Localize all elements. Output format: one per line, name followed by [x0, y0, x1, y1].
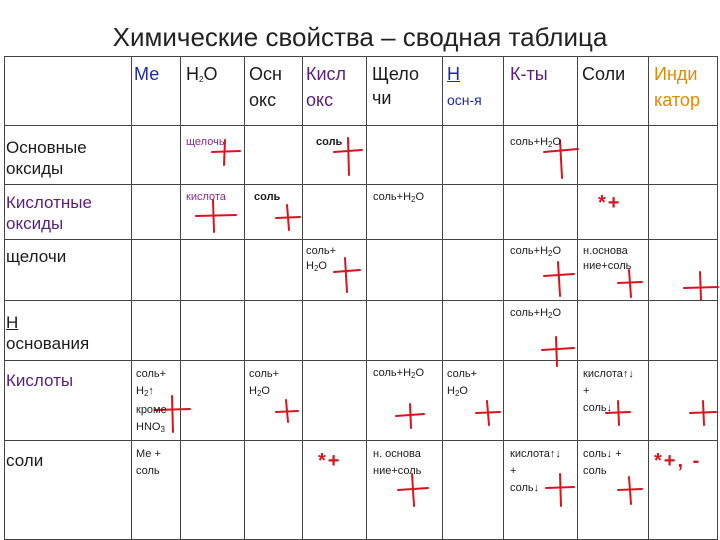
row-label-line: оксиды — [6, 214, 64, 233]
up-down-arrow-icon: ↑↓ — [622, 368, 634, 380]
cell-sub: 2 — [143, 389, 149, 398]
cell-text: Н — [136, 385, 144, 397]
cell-sub: 2 — [411, 195, 416, 204]
row-label-acid-oxides — [6, 192, 92, 234]
cell-text: соль+Н — [373, 191, 412, 203]
cell-sub: 2 — [411, 371, 416, 380]
cell-sub: 2 — [454, 389, 460, 398]
row-label-line: Основные — [6, 138, 87, 157]
row-label-line: оксиды — [6, 159, 64, 178]
red-cross-mark — [618, 477, 642, 504]
header-kisl-line2: окс — [306, 90, 334, 110]
cell-line: + — [583, 385, 590, 397]
cell-text: Н — [306, 260, 314, 272]
header-shchelochi-line1: Щело — [372, 64, 420, 84]
cell-line: ние+соль — [373, 465, 422, 477]
header-kisloty: К-ты — [510, 64, 548, 84]
cell-sub: 2 — [313, 264, 319, 273]
red-cross-mark — [476, 401, 500, 425]
cell-result: соль — [254, 191, 281, 203]
red-cross-mark — [544, 262, 574, 296]
cell-line: соль+ — [136, 368, 167, 380]
cell-text: соль — [583, 448, 607, 460]
header-me: Ме — [134, 64, 160, 84]
cell-result: кислота — [186, 191, 226, 203]
cell-text: кислота — [583, 368, 623, 380]
down-arrow-icon: ↓ — [533, 482, 540, 494]
header-h2o — [186, 62, 217, 92]
header-soli: Соли — [582, 64, 626, 84]
cell-result — [583, 244, 631, 274]
cell-text: соль+Н — [510, 245, 549, 257]
cell-line: + — [510, 465, 517, 477]
cell-sub: 2 — [548, 140, 553, 149]
cell-line: соль+ — [249, 368, 280, 380]
cell-sub: 2 — [548, 311, 553, 320]
cell-text: кислота — [510, 448, 550, 460]
row-label-basic-oxides — [6, 137, 87, 179]
cell-line: Ме + — [136, 448, 161, 460]
header-n-osn-line2: осн-я — [447, 92, 482, 108]
header-osn-line1: Осн — [249, 64, 282, 84]
cell-line: кроме — [136, 404, 167, 416]
down-arrow-icon: ↓ — [606, 448, 613, 460]
cell-result — [373, 446, 421, 480]
down-arrow-icon: ↓ — [606, 402, 613, 414]
row-label-line: Кислотные — [6, 193, 92, 212]
cell-result: соль+ $Н_2О$ — [249, 368, 280, 398]
header-indicator-line2: катор — [654, 90, 700, 110]
header-h2o-o: О — [203, 64, 218, 84]
up-down-arrow-icon: ↑↓ — [549, 448, 561, 460]
row-label-insoluble-bases — [6, 312, 89, 354]
indicator-mark: *+, - — [654, 450, 702, 472]
red-cross-mark — [684, 272, 718, 300]
cell-text: + — [615, 448, 622, 460]
row-label-salts: соли — [6, 451, 44, 470]
cell-result: соль — [316, 136, 343, 148]
cell-text: соль+Н — [510, 307, 549, 319]
cell-result: $соль+Н_2О$ — [510, 136, 562, 149]
cell-text: HNO — [136, 421, 161, 433]
cell-sub: 2 — [256, 389, 262, 398]
cell-line: соль+ — [447, 368, 478, 380]
cell-text: соль — [583, 402, 607, 414]
cell-result: $соль+Н_2О$ — [373, 191, 425, 204]
header-n-osn-line1: Н — [447, 64, 460, 84]
cell-result: щелочь — [186, 136, 225, 148]
cell-text: Н — [447, 385, 455, 397]
red-cross-mark — [276, 400, 298, 422]
header-shchelochi-line2: чи — [372, 88, 392, 108]
page-title: Химические свойства – сводная таблица — [112, 22, 608, 52]
cell-result — [583, 366, 634, 417]
cell-text: Н — [249, 385, 257, 397]
cell-line: ние+соль — [583, 260, 632, 272]
cell-sub: 2 — [548, 249, 553, 258]
cell-line: соль — [583, 465, 607, 477]
header-h2o-h: Н — [186, 64, 199, 84]
row-label-acids: Кислоты — [6, 371, 74, 390]
cell-result — [510, 446, 561, 497]
row-label-alkalis: щелочи — [6, 247, 67, 266]
row-label-line: Н — [6, 313, 19, 332]
row-label-line: основания — [6, 334, 90, 353]
red-cross-mark — [396, 404, 424, 428]
red-cross-mark — [276, 205, 300, 230]
cell-result: $соль+Н_2О$ — [373, 367, 425, 380]
red-cross-mark — [542, 337, 574, 366]
header-osn-line2: окс — [249, 90, 277, 110]
cell-result: соль+ $Н_2О$ — [306, 245, 337, 273]
red-cross-mark — [618, 270, 642, 297]
red-cross-mark — [690, 401, 716, 425]
red-cross-mark — [334, 258, 360, 292]
star-plus-mark: *+ — [318, 450, 342, 472]
header-kisl-line1: Кисл — [306, 64, 347, 84]
cell-line: соль+ — [306, 245, 337, 257]
cell-result: $соль+Н_2О$ — [510, 245, 562, 258]
star-plus-mark: *+ — [598, 192, 622, 214]
cell-text: соль+Н — [373, 367, 412, 379]
cell-result — [136, 366, 167, 438]
cell-text: соль — [510, 482, 534, 494]
cell-result — [136, 446, 161, 480]
cell-line: н. основа — [373, 448, 421, 460]
cell-result: $соль+Н_2О$ — [510, 307, 562, 320]
header-h2o-sub: 2 — [199, 75, 204, 84]
header-indicator-line1: Инди — [654, 64, 698, 84]
cell-result — [583, 446, 622, 480]
cell-sub: 3 — [160, 425, 165, 434]
cell-line: н.основа — [583, 245, 628, 257]
up-arrow-icon: ↑ — [148, 385, 154, 397]
cell-result: соль+ $Н_2О$ — [447, 368, 478, 398]
cell-text: соль+Н — [510, 136, 549, 148]
cell-line: соль — [136, 465, 160, 477]
